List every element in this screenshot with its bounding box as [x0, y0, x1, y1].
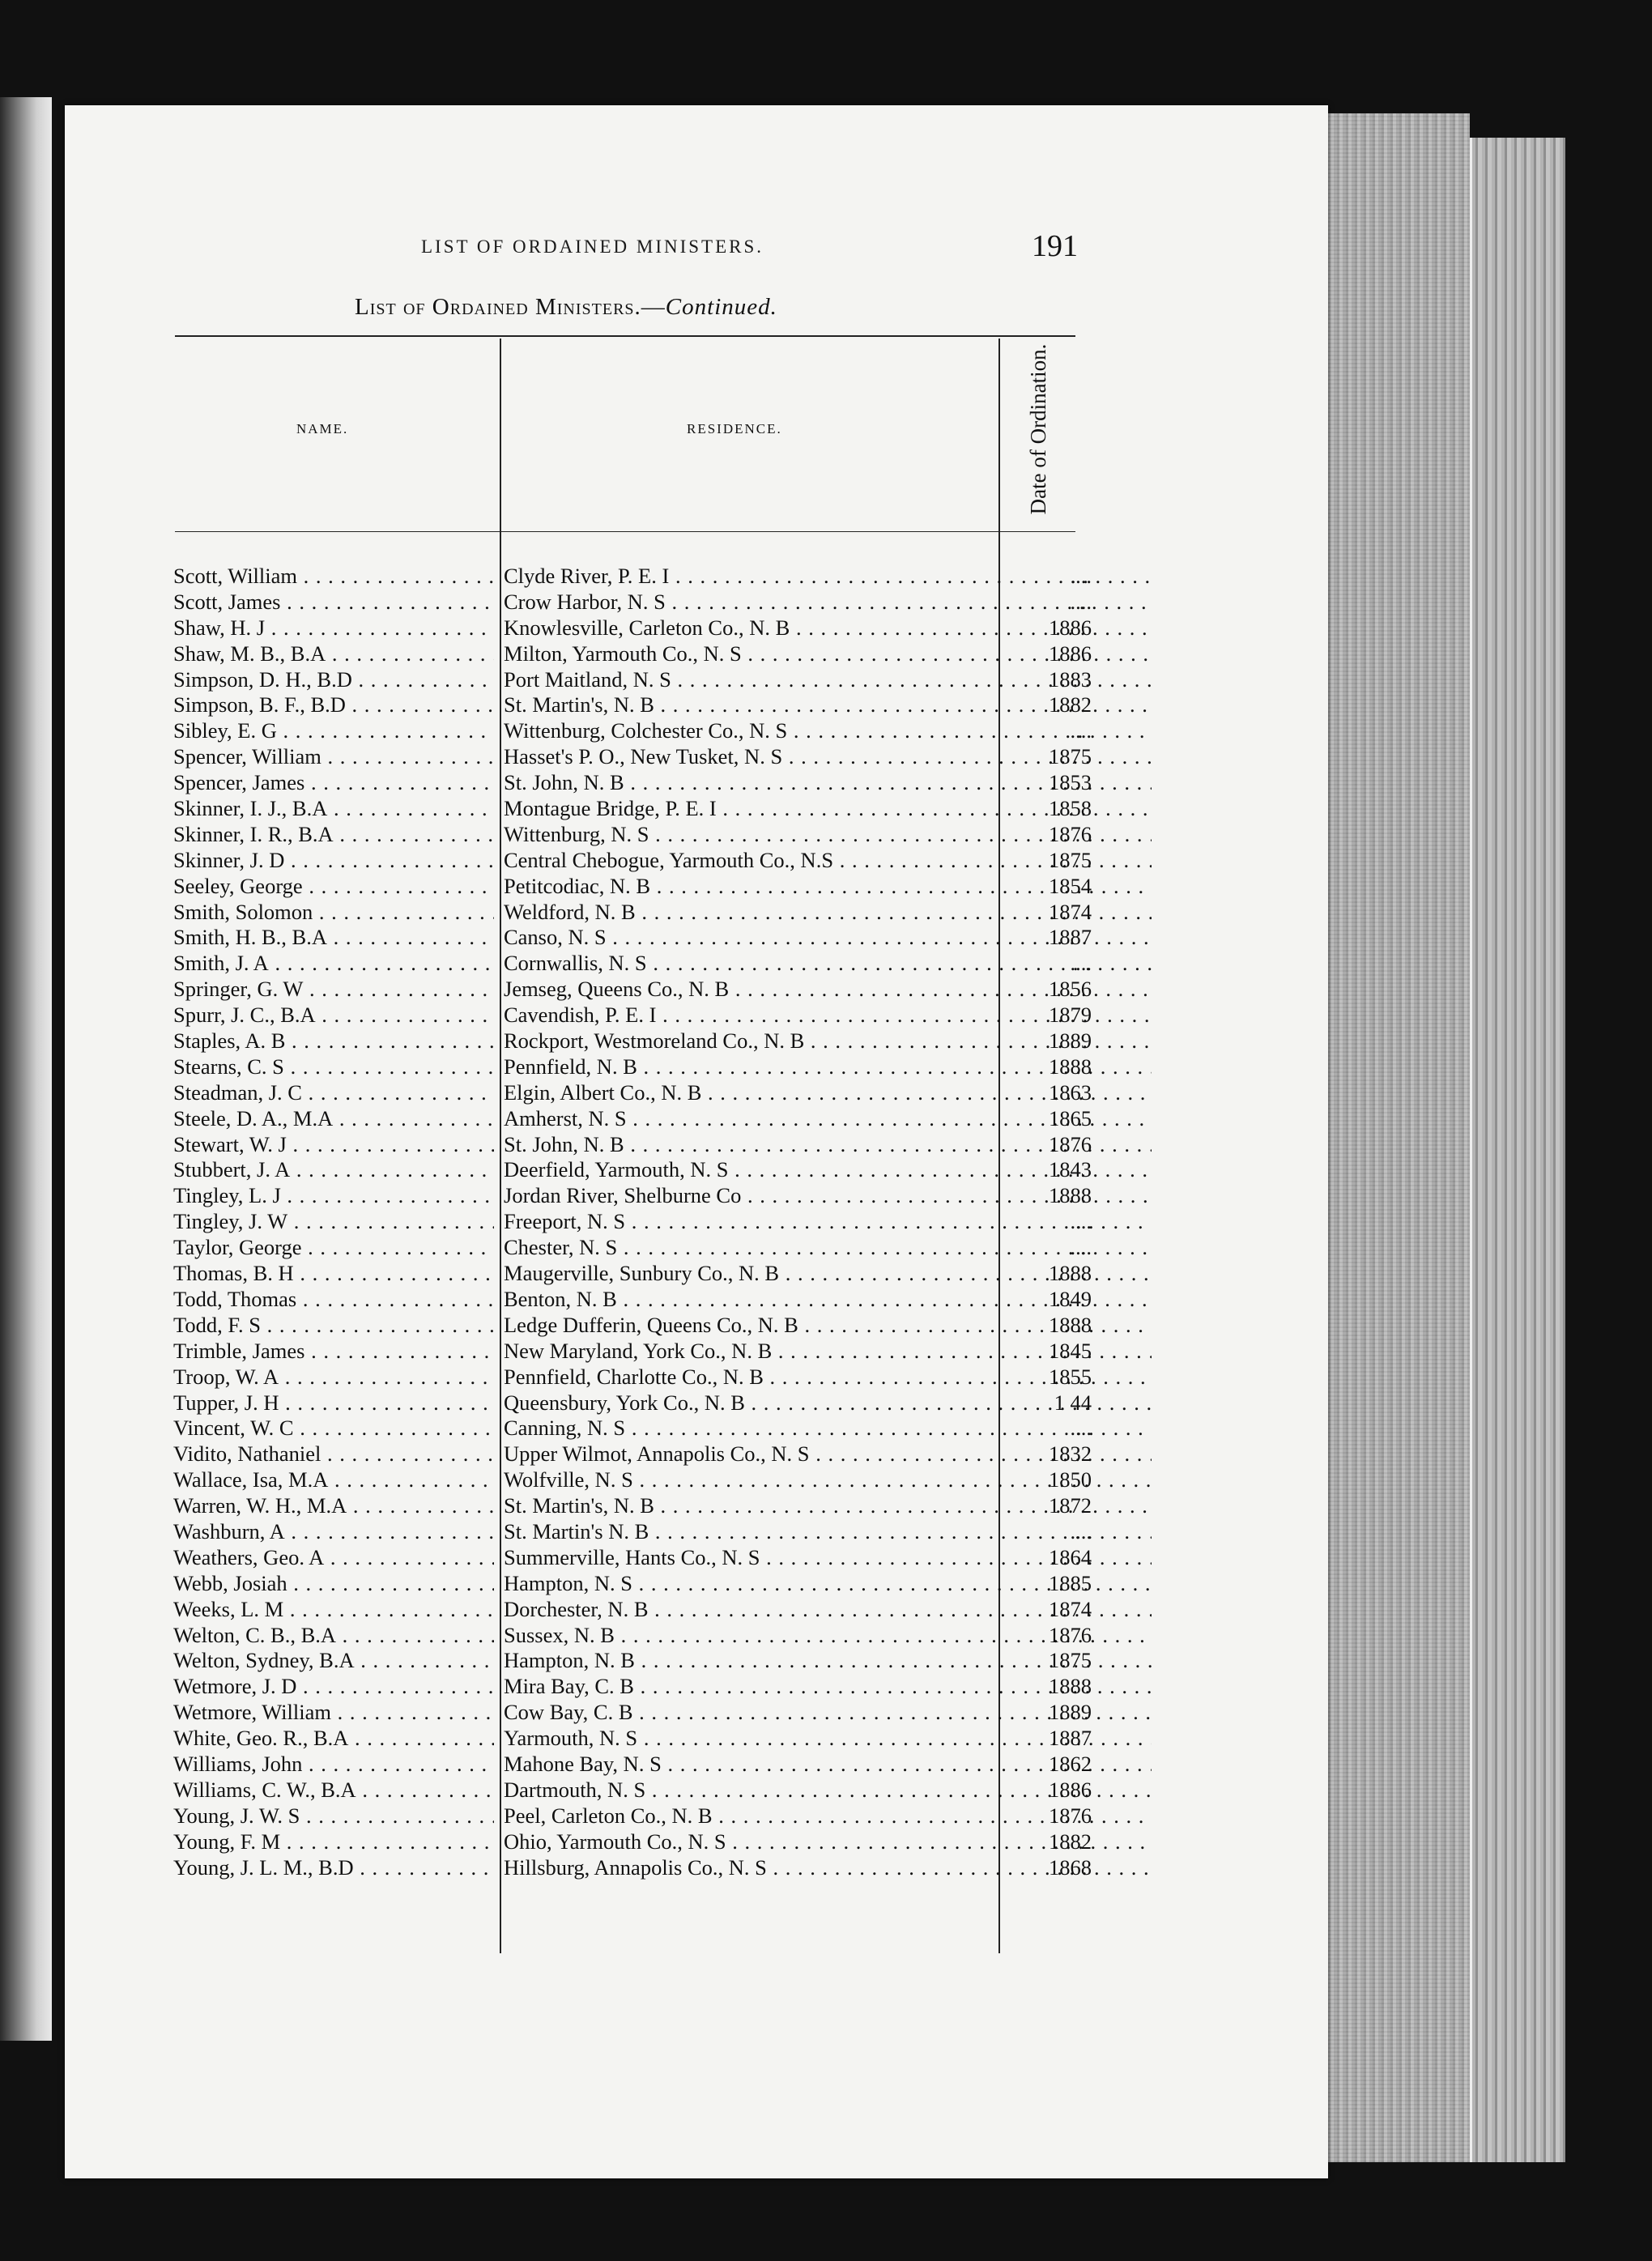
minister-residence: Wittenburg, Colchester Co., N. S . . .: [504, 718, 1152, 744]
minister-name: Scott, James . . .: [173, 590, 494, 615]
ordination-year: 1876: [1049, 821, 1092, 846]
ordination-year: 1863: [1049, 1079, 1092, 1105]
table-row: [173, 796, 1092, 822]
ordination-year: 1876: [1049, 1803, 1092, 1828]
ordination-year: 1885: [1049, 1570, 1092, 1595]
running-head: LIST OF ORDAINED MINISTERS.: [421, 236, 764, 257]
ordination-year: ....: [1070, 951, 1092, 976]
minister-residence: Chester, N. S . . .: [504, 1235, 1152, 1261]
minister-name: Stearns, C. S . . .: [173, 1054, 494, 1080]
minister-residence: Sussex, N. B . . .: [504, 1623, 1152, 1649]
ordination-year: 1876: [1049, 1131, 1092, 1156]
ordination-year: 1875: [1049, 744, 1092, 769]
minister-name: Wetmore, William . . .: [173, 1700, 494, 1726]
ordination-year: 1832: [1049, 1441, 1092, 1467]
minister-residence: Jemseg, Queens Co., N. B . . .: [504, 977, 1152, 1003]
minister-residence: Cornwallis, N. S . . .: [504, 951, 1152, 977]
minister-residence: Knowlesville, Carleton Co., N. B . . .: [504, 615, 1152, 641]
minister-residence: Ledge Dufferin, Queens Co., N. B . . .: [504, 1313, 1152, 1339]
ordination-year: 1872: [1049, 1493, 1092, 1518]
ordination-year: 1883: [1049, 666, 1092, 692]
ordination-year: 1886: [1049, 615, 1092, 640]
minister-name: Spencer, James . . .: [173, 770, 494, 796]
column-header-date-label: Date of Ordination.: [1026, 343, 1050, 515]
minister-residence: Peel, Carleton Co., N. B . . .: [504, 1803, 1152, 1829]
ordination-year: 1845: [1049, 1338, 1092, 1363]
minister-residence: Montague Bridge, P. E. I . . .: [504, 796, 1152, 822]
ordination-year: 1850: [1049, 1467, 1092, 1492]
minister-name: Vincent, W. C . . .: [173, 1416, 494, 1441]
minister-name: Skinner, J. D . . .: [173, 848, 494, 874]
ordination-year: 1886: [1049, 1777, 1092, 1802]
minister-residence: Weldford, N. B . . .: [504, 900, 1152, 926]
minister-residence: Amherst, N. S . . .: [504, 1106, 1152, 1132]
minister-name: Stewart, W. J . . .: [173, 1132, 494, 1158]
table-row: [173, 692, 1092, 718]
ordination-year: 1855: [1049, 1364, 1092, 1389]
minister-name: Warren, W. H., M.A . . .: [173, 1493, 494, 1519]
table-row: [173, 951, 1092, 977]
minister-residence: Benton, N. B . . .: [504, 1287, 1152, 1313]
table-row: [173, 1726, 1092, 1752]
ordination-year: 1876: [1049, 1622, 1092, 1647]
ordination-year: 1887: [1049, 925, 1092, 950]
table-row: [173, 1596, 1092, 1623]
minister-name: Tupper, J. H . . .: [173, 1390, 494, 1416]
ordination-year: ....: [1070, 1209, 1092, 1234]
minister-name: Smith, J. A . . .: [173, 951, 494, 977]
table-row: [173, 564, 1092, 590]
table-row: [173, 1209, 1092, 1235]
minister-residence: Dartmouth, N. S . . .: [504, 1778, 1152, 1803]
table-row: [173, 1105, 1092, 1132]
ordination-year: 1865: [1049, 1105, 1092, 1130]
ordination-year: 1888: [1049, 1054, 1092, 1079]
minister-name: Skinner, I. J., B.A . . .: [173, 796, 494, 822]
minister-name: Weeks, L. M . . .: [173, 1597, 494, 1623]
minister-name: Welton, Sydney, B.A . . .: [173, 1648, 494, 1674]
table-row: [173, 1312, 1092, 1339]
ordination-year: ....: [1070, 1235, 1092, 1260]
table-row: [173, 589, 1092, 615]
ordination-year: 1874: [1049, 899, 1092, 924]
minister-residence: Dorchester, N. B . . .: [504, 1597, 1152, 1623]
table-row: [173, 1674, 1092, 1700]
ordination-year: 1882: [1049, 692, 1092, 717]
minister-name: White, Geo. R., B.A . . .: [173, 1726, 494, 1752]
minister-name: Young, J. L. M., B.D . . .: [173, 1855, 494, 1881]
ordination-year: 1889: [1049, 1028, 1092, 1054]
ordination-year: 1879: [1049, 1003, 1092, 1028]
minister-residence: Pennfield, Charlotte Co., N. B . . .: [504, 1365, 1152, 1390]
minister-residence: Hampton, N. S . . .: [504, 1571, 1152, 1597]
table-row: [173, 847, 1092, 874]
minister-residence: Freeport, N. S . . .: [504, 1209, 1152, 1235]
ordination-year: 1862: [1049, 1751, 1092, 1776]
minister-name: Trimble, James . . .: [173, 1339, 494, 1365]
minister-name: Troop, W. A . . .: [173, 1365, 494, 1390]
table-row: [173, 1003, 1092, 1028]
minister-name: Steadman, J. C . . .: [173, 1080, 494, 1106]
ordination-year: ....: [1070, 1518, 1092, 1544]
minister-name: Todd, F. S . . .: [173, 1313, 494, 1339]
ordination-year: 1864: [1049, 1544, 1092, 1569]
minister-name: Shaw, H. J . . .: [173, 615, 494, 641]
minister-name: Simpson, D. H., B.D . . .: [173, 667, 494, 693]
table-row: [173, 1338, 1092, 1365]
table-row: [173, 899, 1092, 926]
ordination-year: 1843: [1049, 1157, 1092, 1182]
table-row: [173, 1803, 1092, 1829]
minister-residence: Ohio, Yarmouth Co., N. S . . .: [504, 1829, 1152, 1855]
table-row: [173, 1416, 1092, 1441]
minister-name: Staples, A. B . . .: [173, 1028, 494, 1054]
minister-residence: Cow Bay, C. B . . .: [504, 1700, 1152, 1726]
minister-residence: St. Martin's N. B . . .: [504, 1519, 1152, 1545]
minister-residence: Deerfield, Yarmouth, N. S . . .: [504, 1157, 1152, 1183]
minister-residence: Hillsburg, Annapolis Co., N. S . . .: [504, 1855, 1152, 1881]
minister-residence: Elgin, Albert Co., N. B . . .: [504, 1080, 1152, 1106]
table-row: [173, 1854, 1092, 1881]
table-title-text: List of Ordained Ministers.—: [355, 294, 666, 320]
table-row: [173, 925, 1092, 951]
ordination-year: 1858: [1049, 796, 1092, 821]
column-header-name: NAME.: [296, 421, 349, 436]
minister-name: Webb, Josiah . . .: [173, 1571, 494, 1597]
ordination-year: 1874: [1049, 1596, 1092, 1621]
table-row: [173, 821, 1092, 848]
minister-residence: St. John, N. B . . .: [504, 1132, 1152, 1158]
minister-residence: Milton, Yarmouth Co., N. S . . .: [504, 641, 1152, 667]
minister-name: Weathers, Geo. A . . .: [173, 1545, 494, 1571]
ordination-year: 1886: [1049, 641, 1092, 666]
minister-residence: Summerville, Hants Co., N. S . . .: [504, 1545, 1152, 1571]
minister-name: Spencer, William . . .: [173, 744, 494, 770]
table-row: [173, 1390, 1092, 1416]
table-row: [173, 1286, 1092, 1313]
table-row: [173, 1570, 1092, 1597]
table-row: [173, 1493, 1092, 1519]
table-top-rule: [175, 335, 1075, 337]
table-row: [173, 666, 1092, 693]
minister-residence: Mahone Bay, N. S . . .: [504, 1752, 1152, 1778]
minister-residence: Cavendish, P. E. I . . .: [504, 1003, 1152, 1028]
minister-name: Simpson, B. F., B.D . . .: [173, 692, 494, 718]
table-title: [355, 294, 777, 321]
minister-residence: Canning, N. S . . .: [504, 1416, 1152, 1441]
minister-residence: Port Maitland, N. S . . .: [504, 667, 1152, 693]
minister-name: Wallace, Isa, M.A . . .: [173, 1467, 494, 1493]
table-row: [173, 718, 1092, 744]
table-row: [173, 770, 1092, 796]
ordination-year: ....: [1070, 718, 1092, 743]
minister-residence: Hampton, N. B . . .: [504, 1648, 1152, 1674]
ordination-year: 1875: [1049, 1648, 1092, 1673]
minister-name: Vidito, Nathaniel . . .: [173, 1441, 494, 1467]
ordination-year: 1889: [1049, 1700, 1092, 1725]
table-row: [173, 1751, 1092, 1778]
minister-residence: St. Martin's, N. B . . .: [504, 1493, 1152, 1519]
ordination-year: 1888: [1049, 1312, 1092, 1337]
minister-residence: Queensbury, York Co., N. B . . .: [504, 1390, 1152, 1416]
table-title-continued: Continued.: [665, 294, 777, 320]
minister-residence: Central Chebogue, Yarmouth Co., N.S . . .: [504, 848, 1152, 874]
minister-name: Seeley, George . . .: [173, 874, 494, 900]
ordination-year: 1882: [1049, 1829, 1092, 1854]
ordination-year: 1887: [1049, 1726, 1092, 1751]
table-row: [173, 615, 1092, 641]
minister-name: Stubbert, J. A . . .: [173, 1157, 494, 1183]
table-row: [173, 1235, 1092, 1261]
ordination-year: 1854: [1049, 873, 1092, 898]
minister-residence: St. John, N. B . . .: [504, 770, 1152, 796]
table-row: [173, 1467, 1092, 1493]
minister-name: Tingley, L. J . . .: [173, 1183, 494, 1209]
table-row: [173, 1183, 1092, 1209]
minister-name: Smith, H. B., B.A . . .: [173, 925, 494, 951]
table-row: [173, 1441, 1092, 1467]
table-row: [173, 1518, 1092, 1545]
ordination-year: 1888: [1049, 1261, 1092, 1286]
ordination-year: ....: [1070, 589, 1092, 614]
minister-name: Taylor, George . . .: [173, 1235, 494, 1261]
minister-name: Williams, John . . .: [173, 1752, 494, 1778]
minister-name: Young, F. M . . .: [173, 1829, 494, 1855]
minister-residence: Petitcodiac, N. B . . .: [504, 874, 1152, 900]
minister-name: Welton, C. B., B.A . . .: [173, 1623, 494, 1649]
table-row: [173, 1544, 1092, 1571]
minister-residence: Wolfville, N. S . . .: [504, 1467, 1152, 1493]
minister-name: Springer, G. W . . .: [173, 977, 494, 1003]
minister-name: Shaw, M. B., B.A . . .: [173, 641, 494, 667]
table-row: [173, 1364, 1092, 1390]
minister-name: Wetmore, J. D . . .: [173, 1674, 494, 1700]
column-header-residence: RESIDENCE.: [687, 421, 782, 436]
minister-name: Scott, William . . .: [173, 564, 494, 590]
minister-residence: Maugerville, Sunbury Co., N. B . . .: [504, 1261, 1152, 1287]
minister-residence: Pennfield, N. B . . .: [504, 1054, 1152, 1080]
table-row: [173, 1777, 1092, 1803]
ordination-year: 1 44: [1054, 1390, 1092, 1415]
minister-residence: Crow Harbor, N. S . . .: [504, 590, 1152, 615]
minister-residence: Canso, N. S . . .: [504, 925, 1152, 951]
ordination-year: 1849: [1049, 1286, 1092, 1311]
minister-residence: Wittenburg, N. S . . .: [504, 822, 1152, 848]
table-row: [173, 1648, 1092, 1674]
minister-name: Williams, C. W., B.A . . .: [173, 1778, 494, 1803]
header-bottom-rule: [175, 531, 1075, 532]
minister-residence: Clyde River, P. E. I . . .: [504, 564, 1152, 590]
table-row: [173, 1131, 1092, 1158]
ordination-year: 1888: [1049, 1674, 1092, 1699]
minister-name: Smith, Solomon . . .: [173, 900, 494, 926]
minister-name: Washburn, A . . .: [173, 1519, 494, 1545]
book-cover-edge: [1470, 138, 1565, 2162]
table-row: [173, 1261, 1092, 1287]
table-row: [173, 1054, 1092, 1080]
table-row: [173, 1079, 1092, 1106]
ordination-year: 1868: [1049, 1854, 1092, 1880]
minister-residence: Mira Bay, C. B . . .: [504, 1674, 1152, 1700]
ordination-year: 1875: [1049, 847, 1092, 872]
ministers-table: [173, 564, 1092, 1880]
table-row: [173, 641, 1092, 667]
ordination-year: 1853: [1049, 770, 1092, 795]
minister-name: Todd, Thomas . . .: [173, 1287, 494, 1313]
table-row: [173, 1700, 1092, 1726]
ordination-year: 1888: [1049, 1183, 1092, 1208]
minister-name: Steele, D. A., M.A . . .: [173, 1106, 494, 1132]
table-row: [173, 1622, 1092, 1649]
minister-residence: New Maryland, York Co., N. B . . .: [504, 1339, 1152, 1365]
ordination-year: 1856: [1049, 977, 1092, 1002]
minister-residence: Yarmouth, N. S . . .: [504, 1726, 1152, 1752]
table-row: [173, 1157, 1092, 1183]
table-row: [173, 1028, 1092, 1054]
ordination-year: ....: [1070, 1416, 1092, 1441]
adjacent-page-edge: [0, 97, 52, 2041]
minister-residence: St. Martin's, N. B . . .: [504, 692, 1152, 718]
page-number: 191: [1032, 229, 1078, 263]
table-row: [173, 744, 1092, 770]
minister-name: Thomas, B. H . . .: [173, 1261, 494, 1287]
minister-name: Skinner, I. R., B.A . . .: [173, 822, 494, 848]
minister-residence: Upper Wilmot, Annapolis Co., N. S . . .: [504, 1441, 1152, 1467]
minister-name: Sibley, E. G . . .: [173, 718, 494, 744]
minister-residence: Jordan River, Shelburne Co . . .: [504, 1183, 1152, 1209]
minister-name: Spurr, J. C., B.A . . .: [173, 1003, 494, 1028]
table-row: [173, 977, 1092, 1003]
ordination-year: ....: [1070, 564, 1092, 588]
minister-name: Tingley, J. W . . .: [173, 1209, 494, 1235]
book-page-edges: [1328, 113, 1470, 2162]
minister-residence: Rockport, Westmoreland Co., N. B . . .: [504, 1028, 1152, 1054]
table-row: [173, 1829, 1092, 1855]
column-header-date: [998, 340, 1079, 518]
minister-residence: Hasset's P. O., New Tusket, N. S . . .: [504, 744, 1152, 770]
minister-name: Young, J. W. S . . .: [173, 1803, 494, 1829]
table-row: [173, 873, 1092, 900]
